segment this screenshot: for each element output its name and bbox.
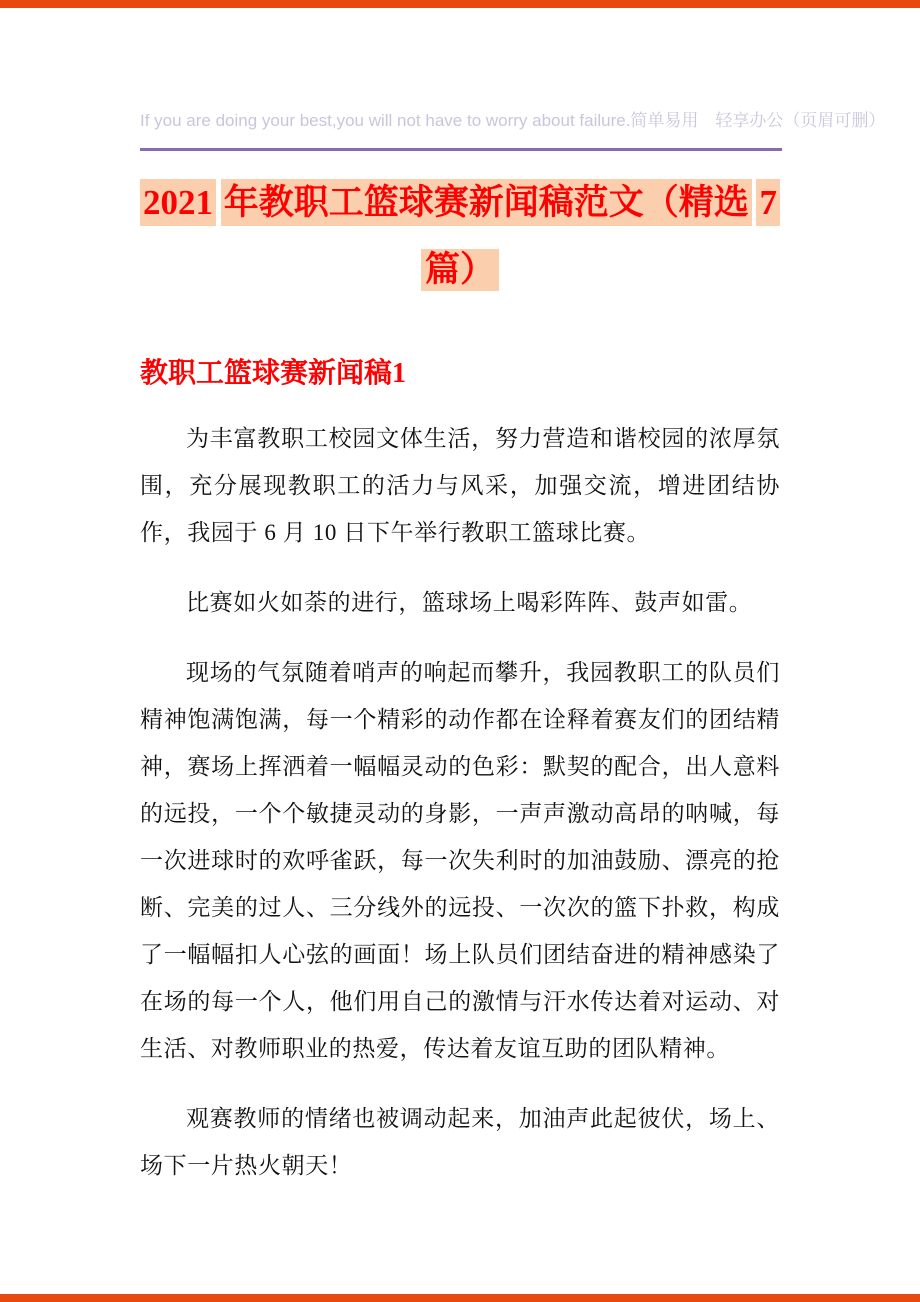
header-divider <box>140 148 782 151</box>
header-note: If you are doing your best,you will not have to worry about failure.简单易用 轻享办公（页眉可删） <box>140 111 886 130</box>
title-segment-count: 7 <box>756 179 780 226</box>
title-line-2 <box>140 249 780 291</box>
section-heading: 教职工篮球赛新闻稿1 <box>140 358 407 389</box>
bottom-accent-bar <box>0 1294 920 1302</box>
title-line-1 <box>140 179 780 226</box>
page-content <box>140 0 886 1189</box>
paragraph: 比赛如火如荼的进行，篮球场上喝彩阵阵、鼓声如雷。 <box>186 590 753 615</box>
document-title <box>140 179 780 291</box>
page-header <box>140 0 886 151</box>
paragraph: 为丰富教职工校园文体生活，努力营造和谐校园的浓厚氛围，充分展现教职工的活力与风采，加强交流，增进团结协作，我园于 6 月 10 日下午举行教职工篮球比赛。 <box>140 426 780 545</box>
title-segment-tail: 篇） <box>421 249 499 291</box>
article-body <box>140 415 780 1189</box>
title-segment-main: 年教职工篮球赛新闻稿范文（精选 <box>221 179 752 226</box>
paragraph: 观赛教师的情绪也被调动起来，加油声此起彼伏，场上、场下一片热火朝天！ <box>140 1106 780 1178</box>
paragraph: 现场的气氛随着哨声的响起而攀升，我园教职工的队员们精神饱满饱满，每一个精彩的动作都在诠释着赛友们的团结精神，赛场上挥洒着一幅幅灵动的色彩：默契的配合，出人意料的远投，一个个敏捷灵动的身影，一声声激动高昂的呐喊，每一次进球时的欢呼雀跃，每一次失利时的加油鼓励、漂亮的抢断、完美的过人、三分线外的远投、一次次的篮下扑救，构成了一幅幅扣人心弦的画面！场上队员们团结奋进的精神感染了在场的每一个人，他们用自己的激情与汗水传达着对运动、对生活、对教师职业的热爱，传达着友谊互助的团队精神。 <box>140 660 780 1061</box>
title-segment-year: 2021 <box>140 179 216 226</box>
